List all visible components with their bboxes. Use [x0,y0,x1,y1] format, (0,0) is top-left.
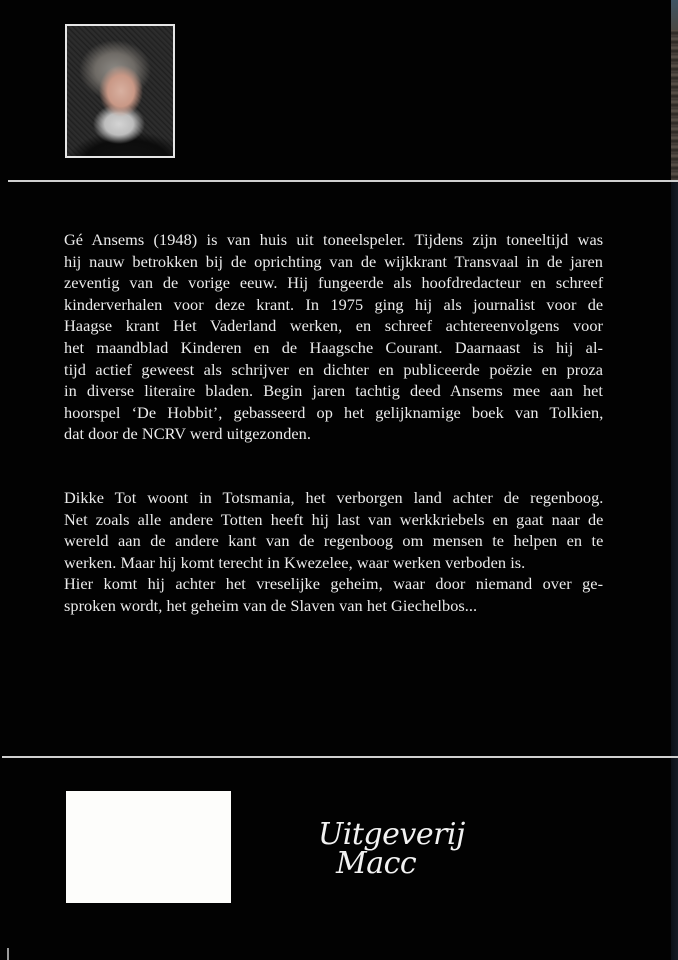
bio-line: kinderverhalen voor deze krant. In 1975 ging hij als journalist voor de [64,294,604,314]
bio-line: hij nauw betrokken bij de oprichting van de wijkkrant Transvaal in de jaren [64,251,603,271]
bio-line: Haagse krant Het Vaderland werken, en schreef achtereenvolgens voor [64,316,603,336]
synopsis-line: Hier komt hij achter het vreselijke geheim, waar door niemand over ge- [64,574,604,594]
bio-line: dat door de NCRV werd uitgezonden. [64,424,311,444]
barcode-placeholder [66,791,231,903]
author-bio [64,229,603,445]
synopsis-line: wereld aan de andere kant van de regenboog om mensen te helpen en te [64,531,604,551]
bio-line: tijd actief geweest als schrijver en dichter en publiceerde poëzie en proza [64,359,603,379]
bio-line: hoorspel ‘De Hobbit’, gebasseerd op het gelijknamige boek van Tolkien, [64,402,604,422]
bio-line: zeventig van de vorige eeuw. Hij fungeerde als hoofdredacteur en schreef [64,273,604,293]
bottom-divider [2,756,678,758]
bio-line: in diverse literaire bladen. Begin jaren tachtig deed Ansems mee aan het [64,381,603,401]
bio-line: het maandblad Kinderen en de Haagsche Courant. Daarnaast is hij al- [64,337,603,357]
publisher-logo [318,818,493,890]
publisher-logo-line2: Macc [336,846,417,881]
bio-line: Gé Ansems (1948) is van huis uit toneelspeler. Tijdens zijn toneeltijd was [64,230,604,249]
adjacent-page-edge [671,0,678,960]
author-photo [65,24,175,158]
synopsis-line: sproken wordt, het geheim van de Slaven van het Giechelbos... [64,595,478,615]
edge-photo-sliver [671,0,678,180]
publisher-logo-line1: Uitgeverij [318,817,465,852]
top-divider [8,180,678,182]
synopsis-line: Dikke Tot woont in Totsmania, het verborgen land achter de regenboog. [64,488,604,507]
book-synopsis [64,487,603,617]
synopsis-line: werken. Maar hij komt terecht in Kwezelee, waar werken verboden is. [64,552,526,572]
synopsis-line: Net zoals alle andere Totten heeft hij last van werkkriebels en gaat naar de [64,509,604,529]
crop-mark [7,948,9,960]
